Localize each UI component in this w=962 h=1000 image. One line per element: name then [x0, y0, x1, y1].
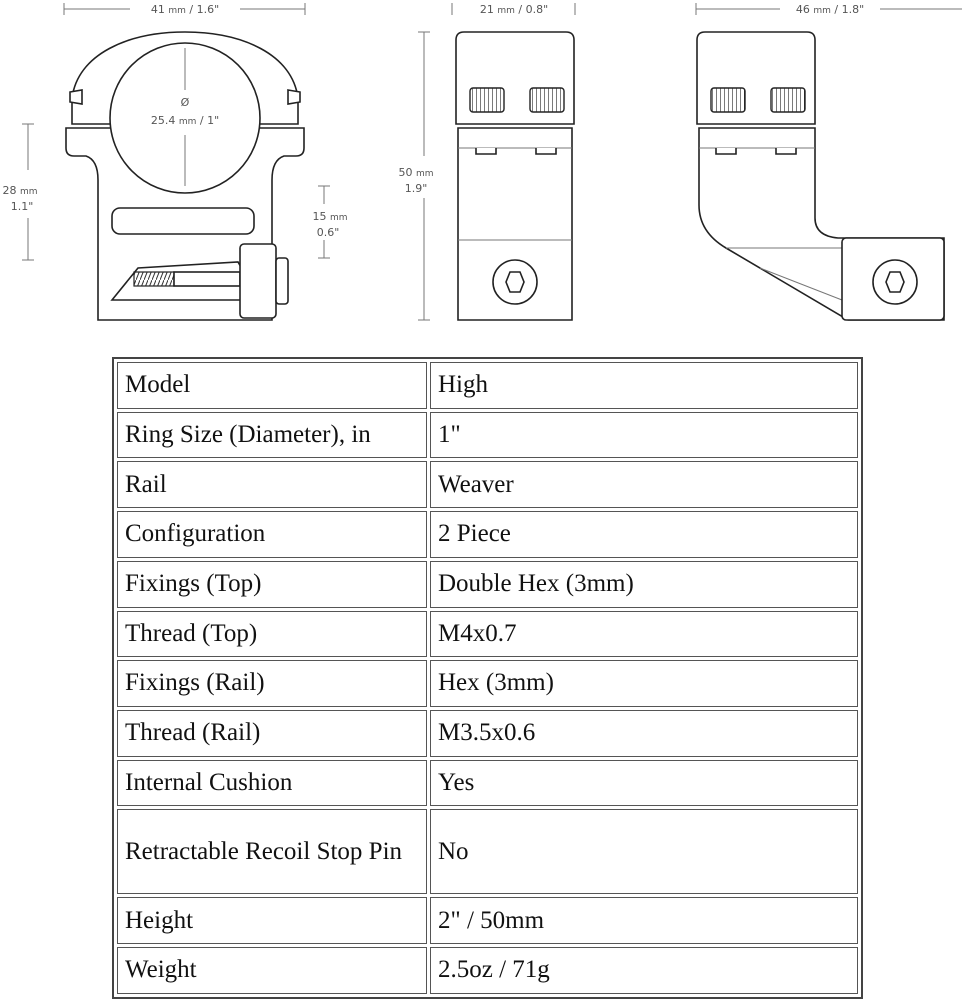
spec-table — [112, 357, 863, 999]
base-slot — [112, 208, 254, 234]
spec-label-configuration: Configuration — [117, 511, 427, 558]
spec-value-weight: 2.5oz / 71g — [430, 947, 858, 994]
spec-label-recoil-stop-pin: Retractable Recoil Stop Pin — [117, 809, 427, 894]
spec-value-ring-size: 1" — [430, 412, 858, 459]
front-height-imperial: 1.1" — [10, 200, 34, 213]
spec-label-height: Height — [117, 897, 427, 944]
svg-text:46 mm / 1.8" — [796, 3, 864, 16]
offset-screw-right — [771, 88, 805, 112]
table-row — [117, 897, 858, 944]
side-height-dimension — [398, 32, 433, 320]
offset-hex-socket — [886, 272, 904, 292]
svg-text:15 mm — [312, 210, 347, 223]
offset-width-unit: mm — [813, 6, 831, 16]
base-height-unit: mm — [329, 213, 348, 223]
side-width-unit: mm — [497, 6, 515, 16]
side-view — [398, 3, 575, 320]
spec-value-thread-top: M4x0.7 — [430, 611, 858, 658]
table-row — [117, 660, 858, 707]
clamp-screw-thread — [134, 272, 174, 286]
svg-text:28 mm — [2, 184, 37, 197]
front-height-unit: mm — [19, 187, 38, 197]
offset-screw-left — [711, 88, 745, 112]
technical-drawing — [0, 0, 962, 352]
side-width-dimension — [452, 3, 575, 16]
diameter-value: 25.4 — [150, 114, 176, 127]
spec-value-fixings-rail: Hex (3mm) — [430, 660, 858, 707]
clamp-nut-cap — [276, 258, 288, 304]
side-hex-socket — [506, 272, 524, 292]
offset-width-imperial: / 1.8" — [834, 3, 865, 16]
side-height-value: 50 — [398, 166, 413, 179]
offset-width-value: 46 — [795, 3, 810, 16]
spec-label-thread-top: Thread (Top) — [117, 611, 427, 658]
clamp-screw-shank — [174, 272, 240, 286]
front-width-dimension — [64, 3, 305, 16]
spec-label-thread-rail: Thread (Rail) — [117, 710, 427, 757]
table-row — [117, 412, 858, 459]
offset-view — [696, 3, 962, 320]
front-width-value: 41 — [150, 3, 165, 16]
side-width-value: 21 — [479, 3, 494, 16]
table-row — [117, 461, 858, 508]
table-row — [117, 809, 858, 894]
spec-value-configuration: 2 Piece — [430, 511, 858, 558]
spec-value-internal-cushion: Yes — [430, 760, 858, 807]
front-view — [2, 3, 347, 320]
spec-label-internal-cushion: Internal Cushion — [117, 760, 427, 807]
ring-cap-screw-left — [70, 90, 82, 104]
svg-text:41 mm / 1.6" — [151, 3, 219, 16]
spec-label-fixings-top: Fixings (Top) — [117, 561, 427, 608]
side-height-unit: mm — [415, 169, 434, 179]
side-height-imperial: 1.9" — [404, 182, 428, 195]
spec-label-rail: Rail — [117, 461, 427, 508]
table-row — [117, 362, 858, 409]
spec-value-thread-rail: M3.5x0.6 — [430, 710, 858, 757]
spec-value-fixings-top: Double Hex (3mm) — [430, 561, 858, 608]
side-screw-right — [530, 88, 564, 112]
spec-label-ring-size: Ring Size (Diameter), in — [117, 412, 427, 459]
side-width-imperial: / 0.8" — [518, 3, 549, 16]
diameter-symbol: Ø — [180, 96, 190, 109]
table-row — [117, 511, 858, 558]
side-screw-left — [470, 88, 504, 112]
svg-text:21 mm / 0.8" — [480, 3, 548, 16]
table-row — [117, 947, 858, 994]
spec-value-model: High — [430, 362, 858, 409]
spec-label-model: Model — [117, 362, 427, 409]
table-row — [117, 611, 858, 658]
front-width-imperial: / 1.6" — [189, 3, 220, 16]
table-row — [117, 710, 858, 757]
spec-value-recoil-stop-pin: No — [430, 809, 858, 894]
front-height-value: 28 — [2, 184, 17, 197]
base-height-value: 15 — [312, 210, 327, 223]
svg-text:50 mm — [398, 166, 433, 179]
side-tab-left — [476, 148, 496, 154]
base-height-dimension — [312, 186, 347, 258]
side-tab-right — [536, 148, 556, 154]
diameter-unit: mm — [178, 117, 197, 127]
ring-cap-screw-right — [288, 90, 300, 104]
spec-value-height: 2" / 50mm — [430, 897, 858, 944]
diameter-imperial: / 1" — [199, 114, 220, 127]
spec-label-fixings-rail: Fixings (Rail) — [117, 660, 427, 707]
spec-label-weight: Weight — [117, 947, 427, 994]
front-height-dimension — [2, 124, 37, 260]
front-width-unit: mm — [168, 6, 186, 16]
table-row — [117, 760, 858, 807]
spec-value-rail: Weaver — [430, 461, 858, 508]
offset-width-dimension — [696, 3, 962, 16]
offset-tab-right — [776, 148, 796, 154]
table-row — [117, 561, 858, 608]
base-height-imperial: 0.6" — [316, 226, 340, 239]
offset-tab-left — [716, 148, 736, 154]
clamp-nut — [240, 244, 276, 318]
